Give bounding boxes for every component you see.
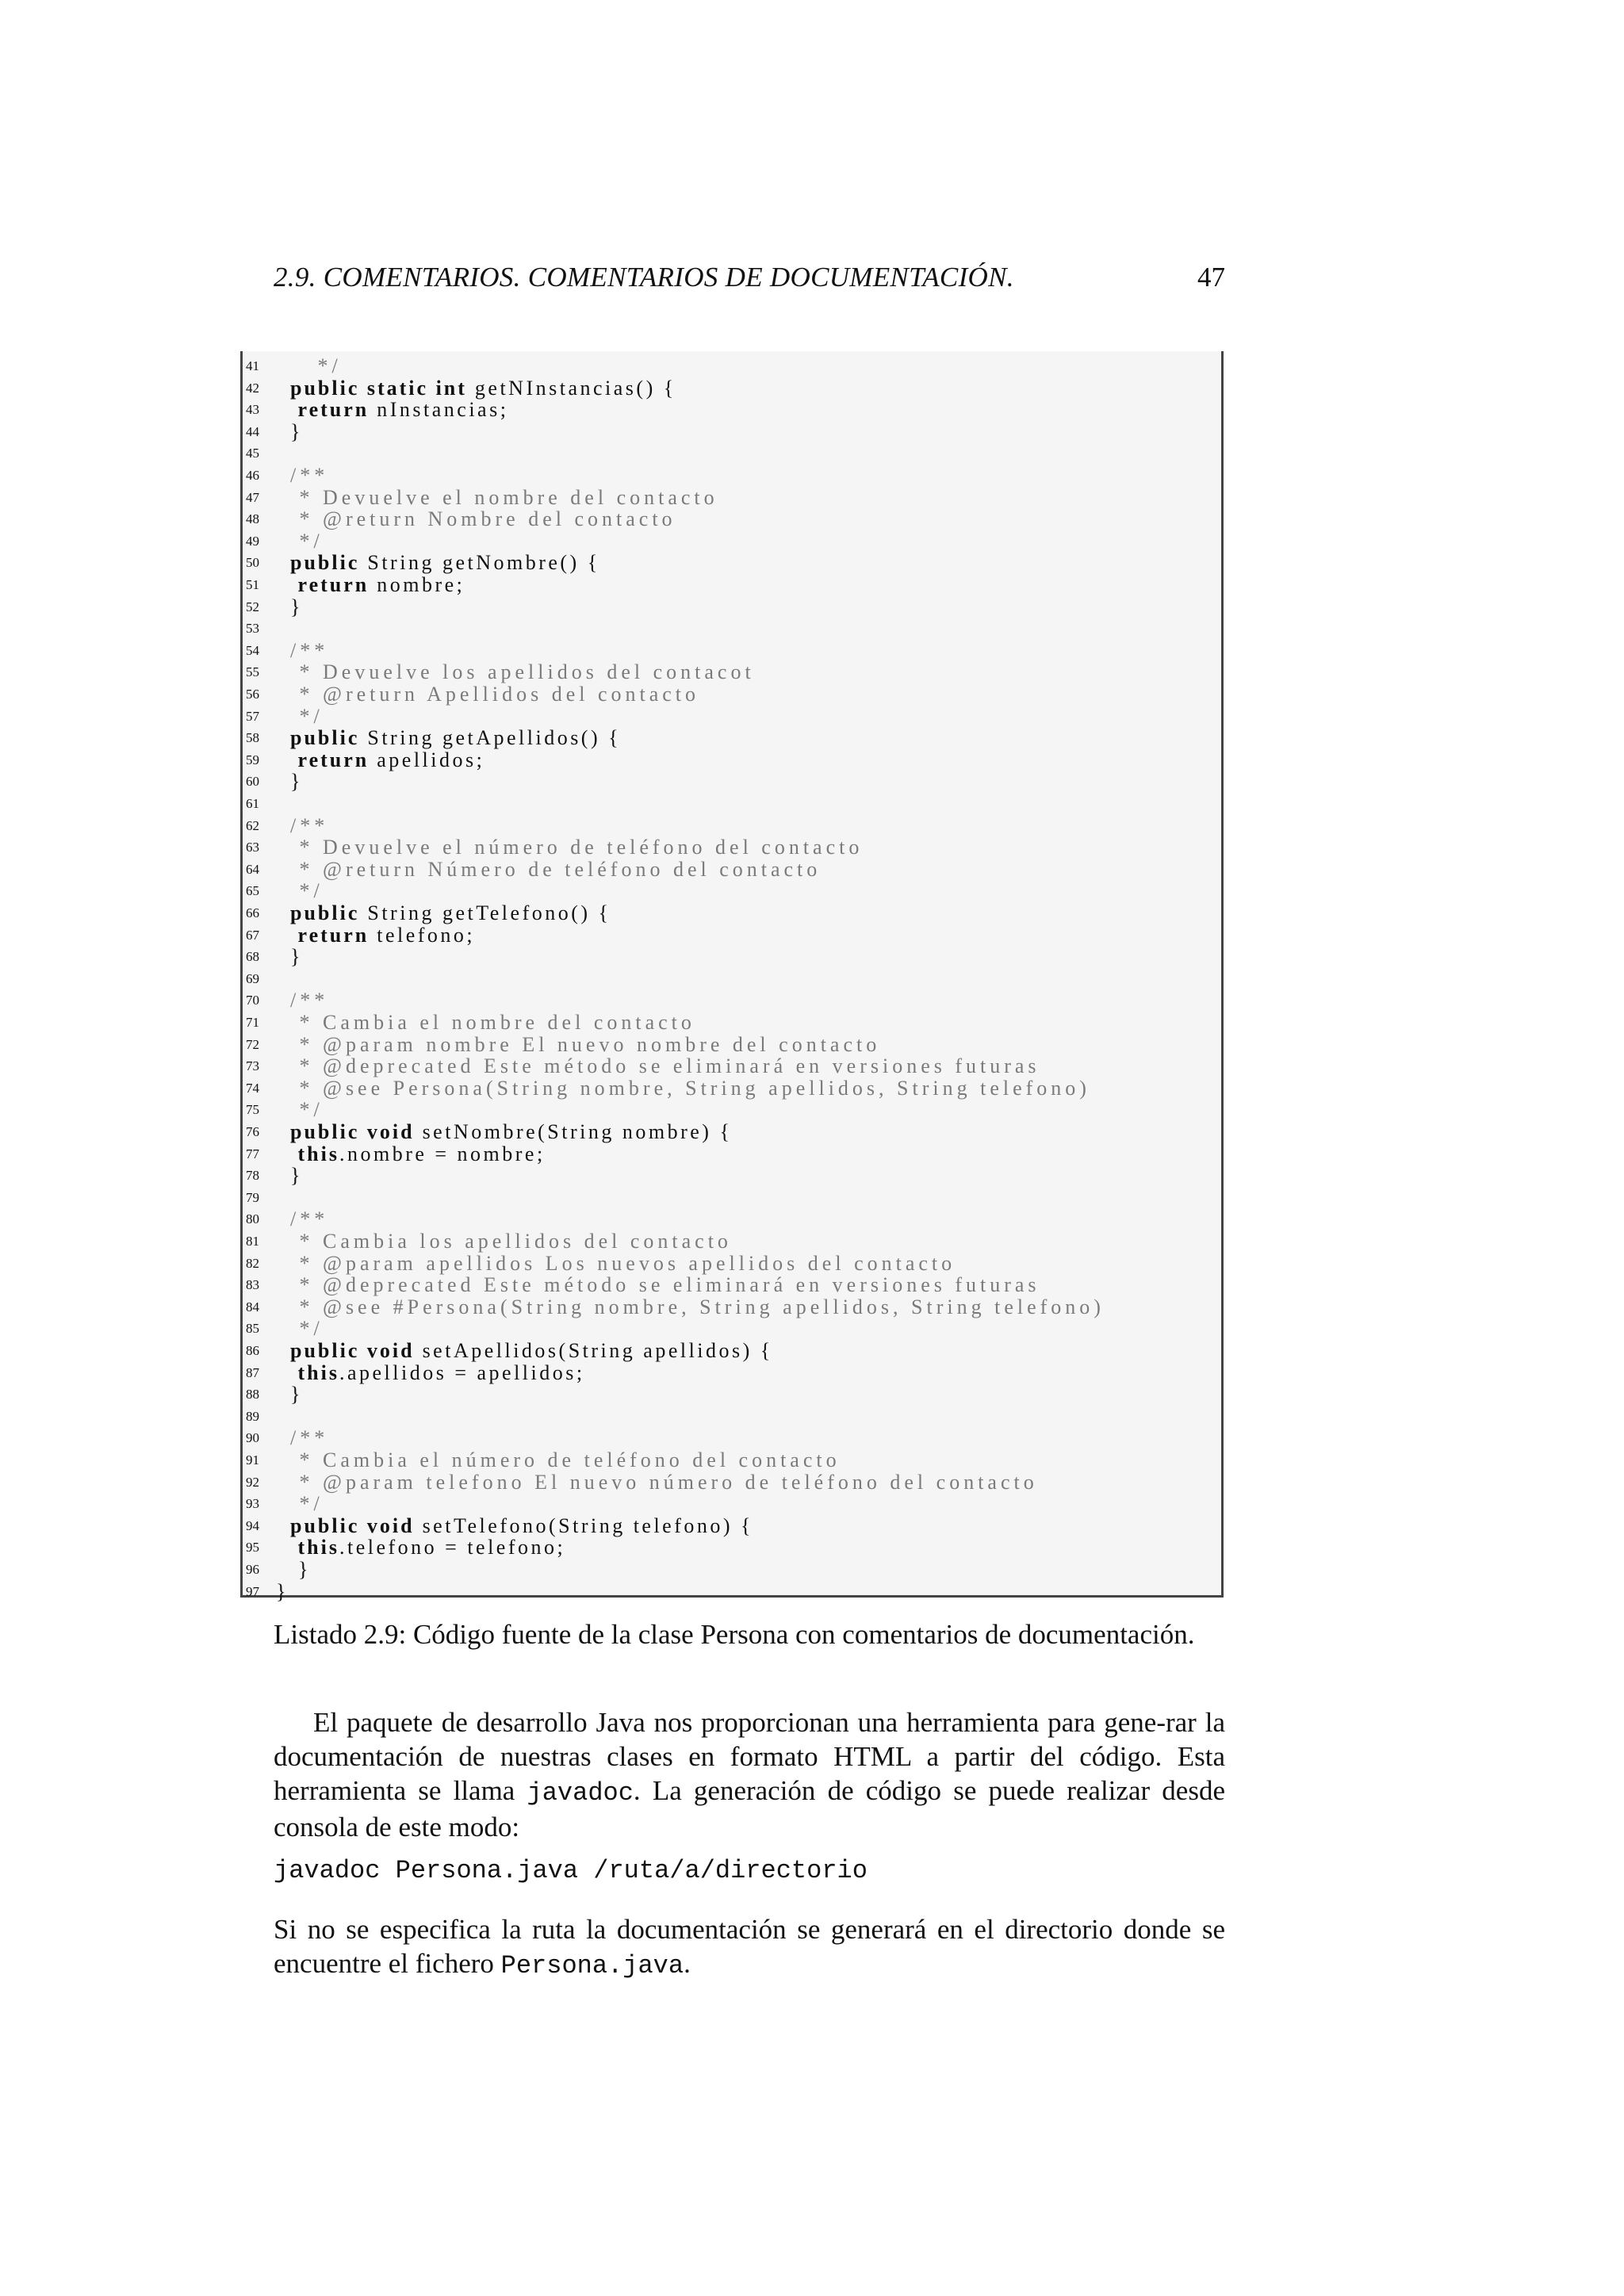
code-comment: * Cambia los apellidos del contacto (290, 1230, 732, 1253)
line-number: 70 (246, 993, 259, 1008)
paragraph-text: . La generación de código se puede realizar desde consola de este modo: (274, 1775, 1225, 1843)
code-text (290, 1493, 324, 1515)
code-line (243, 1012, 1218, 1034)
code-comment: * Devuelve los apellidos del contacot (290, 660, 755, 684)
line-number: 77 (246, 1146, 259, 1161)
keyword: public (290, 726, 360, 750)
line-number: 52 (246, 599, 259, 614)
code-comment: * @return Nombre del contacto (290, 507, 676, 531)
line-number: 63 (246, 840, 259, 855)
code-comment: */ (290, 354, 342, 377)
keyword: return (290, 923, 370, 947)
code-line (243, 1143, 1218, 1165)
code-line (243, 946, 1218, 968)
code-comment: /** (290, 464, 329, 487)
line-number: 58 (246, 730, 259, 746)
keyword: return (290, 398, 370, 422)
code-comment: */ (290, 1098, 324, 1122)
code-token: } (290, 595, 303, 618)
page-number: 47 (1197, 262, 1225, 293)
inline-code: Persona.java (500, 1951, 684, 1980)
code-text (290, 1012, 695, 1034)
code-text (290, 1559, 311, 1581)
line-number: 83 (246, 1277, 259, 1293)
code-text (290, 1340, 773, 1362)
code-text (290, 815, 328, 837)
code-token: } (290, 1383, 303, 1406)
listing-caption: Listado 2.9: Código fuente de la clase Persona con comentarios de documentación. (274, 1619, 1195, 1650)
code-line (243, 1383, 1218, 1406)
line-number: 88 (246, 1387, 259, 1402)
line-number: 44 (246, 423, 259, 439)
code-text (290, 1077, 1090, 1100)
code-line (243, 793, 1218, 815)
line-number: 49 (246, 533, 259, 549)
line-number: 86 (246, 1343, 259, 1358)
line-number: 97 (246, 1583, 259, 1599)
line-number: 71 (246, 1015, 259, 1030)
code-token: .apellidos = apellidos; (339, 1360, 585, 1384)
keyword: public void (290, 1120, 415, 1143)
line-number: 65 (246, 883, 259, 899)
code-line (243, 552, 1218, 574)
code-line (243, 465, 1218, 487)
code-comment: /** (290, 1207, 329, 1231)
code-token: } (290, 419, 303, 443)
code-comment: * @return Apellidos del contacto (290, 683, 700, 706)
inline-code: javadoc (527, 1778, 634, 1808)
code-line (243, 727, 1218, 749)
code-line (243, 859, 1218, 881)
code-line (243, 661, 1218, 683)
code-text (290, 989, 328, 1012)
code-line (243, 399, 1218, 421)
line-number: 78 (246, 1168, 259, 1184)
code-text (290, 836, 863, 859)
line-number: 95 (246, 1540, 259, 1556)
code-token: setTelefono(String telefono) { (414, 1513, 754, 1537)
code-text (276, 1581, 289, 1603)
keyword: public static int (290, 376, 467, 400)
code-text (290, 924, 475, 947)
line-number: 67 (246, 927, 259, 943)
code-line (243, 815, 1218, 837)
code-line (243, 1493, 1218, 1515)
code-text (290, 1055, 1040, 1077)
paragraph-text: El paquete de desarrollo Java nos proporcionan una herramienta para gene-rar la documentación de nuestras clases en formato HTML a partir del código. Esta herramienta se llama (274, 1707, 1225, 1806)
line-number: 73 (246, 1058, 259, 1074)
code-text (290, 683, 699, 706)
code-token: apellidos; (369, 748, 485, 771)
code-text (290, 1427, 328, 1449)
line-number: 82 (246, 1255, 259, 1271)
code-token: setApellidos(String apellidos) { (414, 1339, 773, 1362)
code-line (243, 706, 1218, 728)
line-number: 57 (246, 708, 259, 724)
line-number: 59 (246, 752, 259, 767)
code-text (290, 859, 821, 881)
code-text (290, 1274, 1040, 1296)
keyword: this (290, 1360, 339, 1384)
line-number: 46 (246, 468, 259, 483)
code-line (243, 508, 1218, 530)
code-token: String getTelefono() { (359, 901, 611, 924)
line-number: 91 (246, 1452, 259, 1468)
keyword: public (290, 901, 360, 924)
code-line (243, 1449, 1218, 1471)
keyword: return (290, 748, 370, 771)
code-line (243, 1077, 1218, 1100)
line-number: 69 (246, 970, 259, 986)
code-text (290, 1121, 732, 1143)
line-number: 92 (246, 1474, 259, 1490)
code-text (290, 508, 676, 530)
code-line (243, 1187, 1218, 1209)
line-number: 89 (246, 1408, 259, 1424)
keyword: public void (290, 1339, 415, 1362)
code-comment: */ (290, 529, 324, 553)
line-number: 61 (246, 796, 259, 811)
code-line (243, 442, 1218, 465)
code-text (290, 640, 328, 662)
line-number: 54 (246, 642, 259, 658)
code-text (290, 1296, 1105, 1318)
line-number: 80 (246, 1211, 259, 1227)
line-number: 45 (246, 446, 259, 461)
code-line (243, 1318, 1218, 1340)
code-comment: * Devuelve el nombre del contacto (290, 485, 718, 509)
code-text (290, 1143, 546, 1165)
line-number: 81 (246, 1234, 259, 1249)
code-comment: * @see #Persona(String nombre, String apellidos, String telefono) (290, 1295, 1105, 1318)
line-number: 76 (246, 1124, 259, 1139)
line-number: 90 (246, 1430, 259, 1446)
running-title: 2.9. COMENTARIOS. COMENTARIOS DE DOCUMENTACIÓN. (274, 262, 1014, 293)
code-token: setNombre(String nombre) { (414, 1120, 733, 1143)
code-token: } (290, 1558, 311, 1581)
code-text (290, 465, 328, 487)
line-number: 64 (246, 861, 259, 877)
code-text (290, 399, 508, 421)
line-number: 50 (246, 555, 259, 571)
code-line (243, 1559, 1218, 1581)
code-text (290, 1208, 328, 1230)
code-token: String getNombre() { (359, 551, 600, 575)
code-line (243, 377, 1218, 400)
code-line (243, 1406, 1218, 1428)
paragraph-text: Si no se especifica la ruta la documentación se generará en el directorio donde se encuentre el fichero (274, 1914, 1225, 1979)
code-text (290, 902, 611, 924)
code-text (290, 706, 324, 728)
code-line (243, 421, 1218, 443)
code-token: } (290, 945, 303, 969)
code-token: String getApellidos() { (359, 726, 622, 750)
code-comment: /** (290, 989, 329, 1012)
line-number: 72 (246, 1036, 259, 1052)
code-line (243, 596, 1218, 618)
code-text (290, 749, 485, 771)
code-text (290, 1449, 841, 1471)
paragraph-text: . (684, 1948, 691, 1979)
code-line (243, 968, 1218, 990)
body-paragraph (274, 1912, 1225, 1983)
code-line (243, 1362, 1218, 1384)
line-number: 66 (246, 905, 259, 920)
code-text (290, 1165, 303, 1187)
code-line (243, 1427, 1218, 1449)
code-comment: * @return Número de teléfono del contacto (290, 857, 822, 881)
code-text (290, 1034, 880, 1056)
keyword: this (290, 1142, 339, 1165)
line-number: 62 (246, 817, 259, 833)
line-number: 96 (246, 1562, 259, 1577)
code-text (290, 1383, 303, 1406)
code-comment: * @param apellidos Los nuevos apellidos del contacto (290, 1251, 956, 1275)
code-text (290, 946, 303, 968)
code-comment: * @deprecated Este método se eliminará en versiones futuras (290, 1054, 1040, 1078)
code-token: nombre; (369, 573, 465, 596)
code-text (290, 727, 621, 749)
code-comment: /** (290, 1426, 329, 1450)
code-token: } (276, 1579, 289, 1603)
code-line (243, 1208, 1218, 1230)
keyword: public void (290, 1513, 415, 1537)
code-line (243, 1121, 1218, 1143)
line-number: 48 (246, 511, 259, 527)
code-text (290, 1253, 956, 1275)
code-line (243, 1581, 1218, 1603)
code-line (243, 880, 1218, 902)
code-comment: * Devuelve el número de teléfono del contacto (290, 836, 864, 859)
code-comment: */ (290, 704, 324, 728)
code-text (290, 1318, 324, 1340)
code-comment: * @param telefono El nuevo número de teléfono del contacto (290, 1470, 1038, 1494)
code-text (290, 596, 303, 618)
code-text (290, 1099, 324, 1121)
code-text (290, 487, 718, 509)
code-text (290, 1536, 565, 1559)
code-comment: * @see Persona(String nombre, String apellidos, String telefono) (290, 1076, 1090, 1100)
code-line (243, 618, 1218, 640)
code-line (243, 355, 1218, 377)
line-number: 47 (246, 489, 259, 505)
code-line (243, 487, 1218, 509)
command-line: javadoc Persona.java /ruta/a/directorio (274, 1856, 868, 1885)
code-comment: /** (290, 813, 329, 837)
code-comment: */ (290, 879, 324, 903)
code-line (243, 1340, 1218, 1362)
line-number: 85 (246, 1321, 259, 1337)
code-text (290, 771, 303, 793)
code-comment: * Cambia el nombre del contacto (290, 1011, 695, 1034)
code-text (290, 552, 600, 574)
code-line (243, 1230, 1218, 1253)
page-header (274, 262, 1225, 309)
code-token: nInstancias; (369, 398, 509, 422)
code-text (290, 421, 303, 443)
line-number: 74 (246, 1080, 259, 1096)
code-line (243, 1515, 1218, 1537)
code-text (290, 377, 676, 400)
keyword: return (290, 573, 370, 596)
code-line (243, 1536, 1218, 1559)
code-line (243, 574, 1218, 596)
line-number: 84 (246, 1299, 259, 1314)
code-listing (240, 351, 1224, 1603)
line-number: 51 (246, 577, 259, 592)
code-token: .nombre = nombre; (339, 1142, 546, 1165)
code-line (243, 640, 1218, 662)
code-comment: * @deprecated Este método se eliminará en versiones futuras (290, 1273, 1040, 1297)
line-number: 55 (246, 664, 259, 680)
line-number: 60 (246, 774, 259, 790)
code-comment: * @param nombre El nuevo nombre del contacto (290, 1032, 881, 1056)
code-comment: */ (290, 1492, 324, 1516)
code-text (290, 530, 324, 553)
code-text (290, 880, 324, 902)
code-line (243, 1296, 1218, 1318)
code-line (243, 1471, 1218, 1494)
code-line (243, 1099, 1218, 1121)
line-number: 79 (246, 1189, 259, 1205)
code-line (243, 1034, 1218, 1056)
code-line (243, 836, 1218, 859)
code-line (243, 924, 1218, 947)
keyword: public (290, 551, 360, 575)
line-number: 41 (246, 358, 259, 373)
code-line (243, 1055, 1218, 1077)
code-text (290, 1515, 753, 1537)
code-token: telefono; (369, 923, 476, 947)
line-number: 75 (246, 1102, 259, 1118)
code-line (243, 749, 1218, 771)
code-line (243, 771, 1218, 793)
code-text (290, 1471, 1038, 1494)
code-text (290, 1230, 732, 1253)
line-number: 93 (246, 1496, 259, 1512)
line-number: 53 (246, 621, 259, 637)
code-line (243, 530, 1218, 553)
line-number: 43 (246, 402, 259, 418)
code-line (243, 902, 1218, 924)
code-text (290, 355, 342, 377)
keyword: this (290, 1536, 339, 1559)
code-comment: * Cambia el número de teléfono del contacto (290, 1448, 841, 1471)
code-text (290, 1362, 585, 1384)
code-token: } (290, 1164, 303, 1188)
code-text (290, 574, 465, 596)
line-number: 94 (246, 1517, 259, 1533)
code-text (290, 661, 755, 683)
code-token: .telefono = telefono; (339, 1536, 566, 1559)
line-number: 42 (246, 380, 259, 396)
code-line (243, 683, 1218, 706)
code-line (243, 1274, 1218, 1296)
code-token: getNInstancias() { (466, 376, 676, 400)
code-token: } (290, 770, 303, 794)
code-comment: /** (290, 638, 329, 662)
line-number: 56 (246, 687, 259, 702)
body-paragraph (274, 1705, 1225, 1844)
code-line (243, 1253, 1218, 1275)
line-number: 87 (246, 1364, 259, 1380)
code-comment: */ (290, 1317, 324, 1341)
code-line (243, 989, 1218, 1012)
line-number: 68 (246, 949, 259, 965)
code-line (243, 1165, 1218, 1187)
